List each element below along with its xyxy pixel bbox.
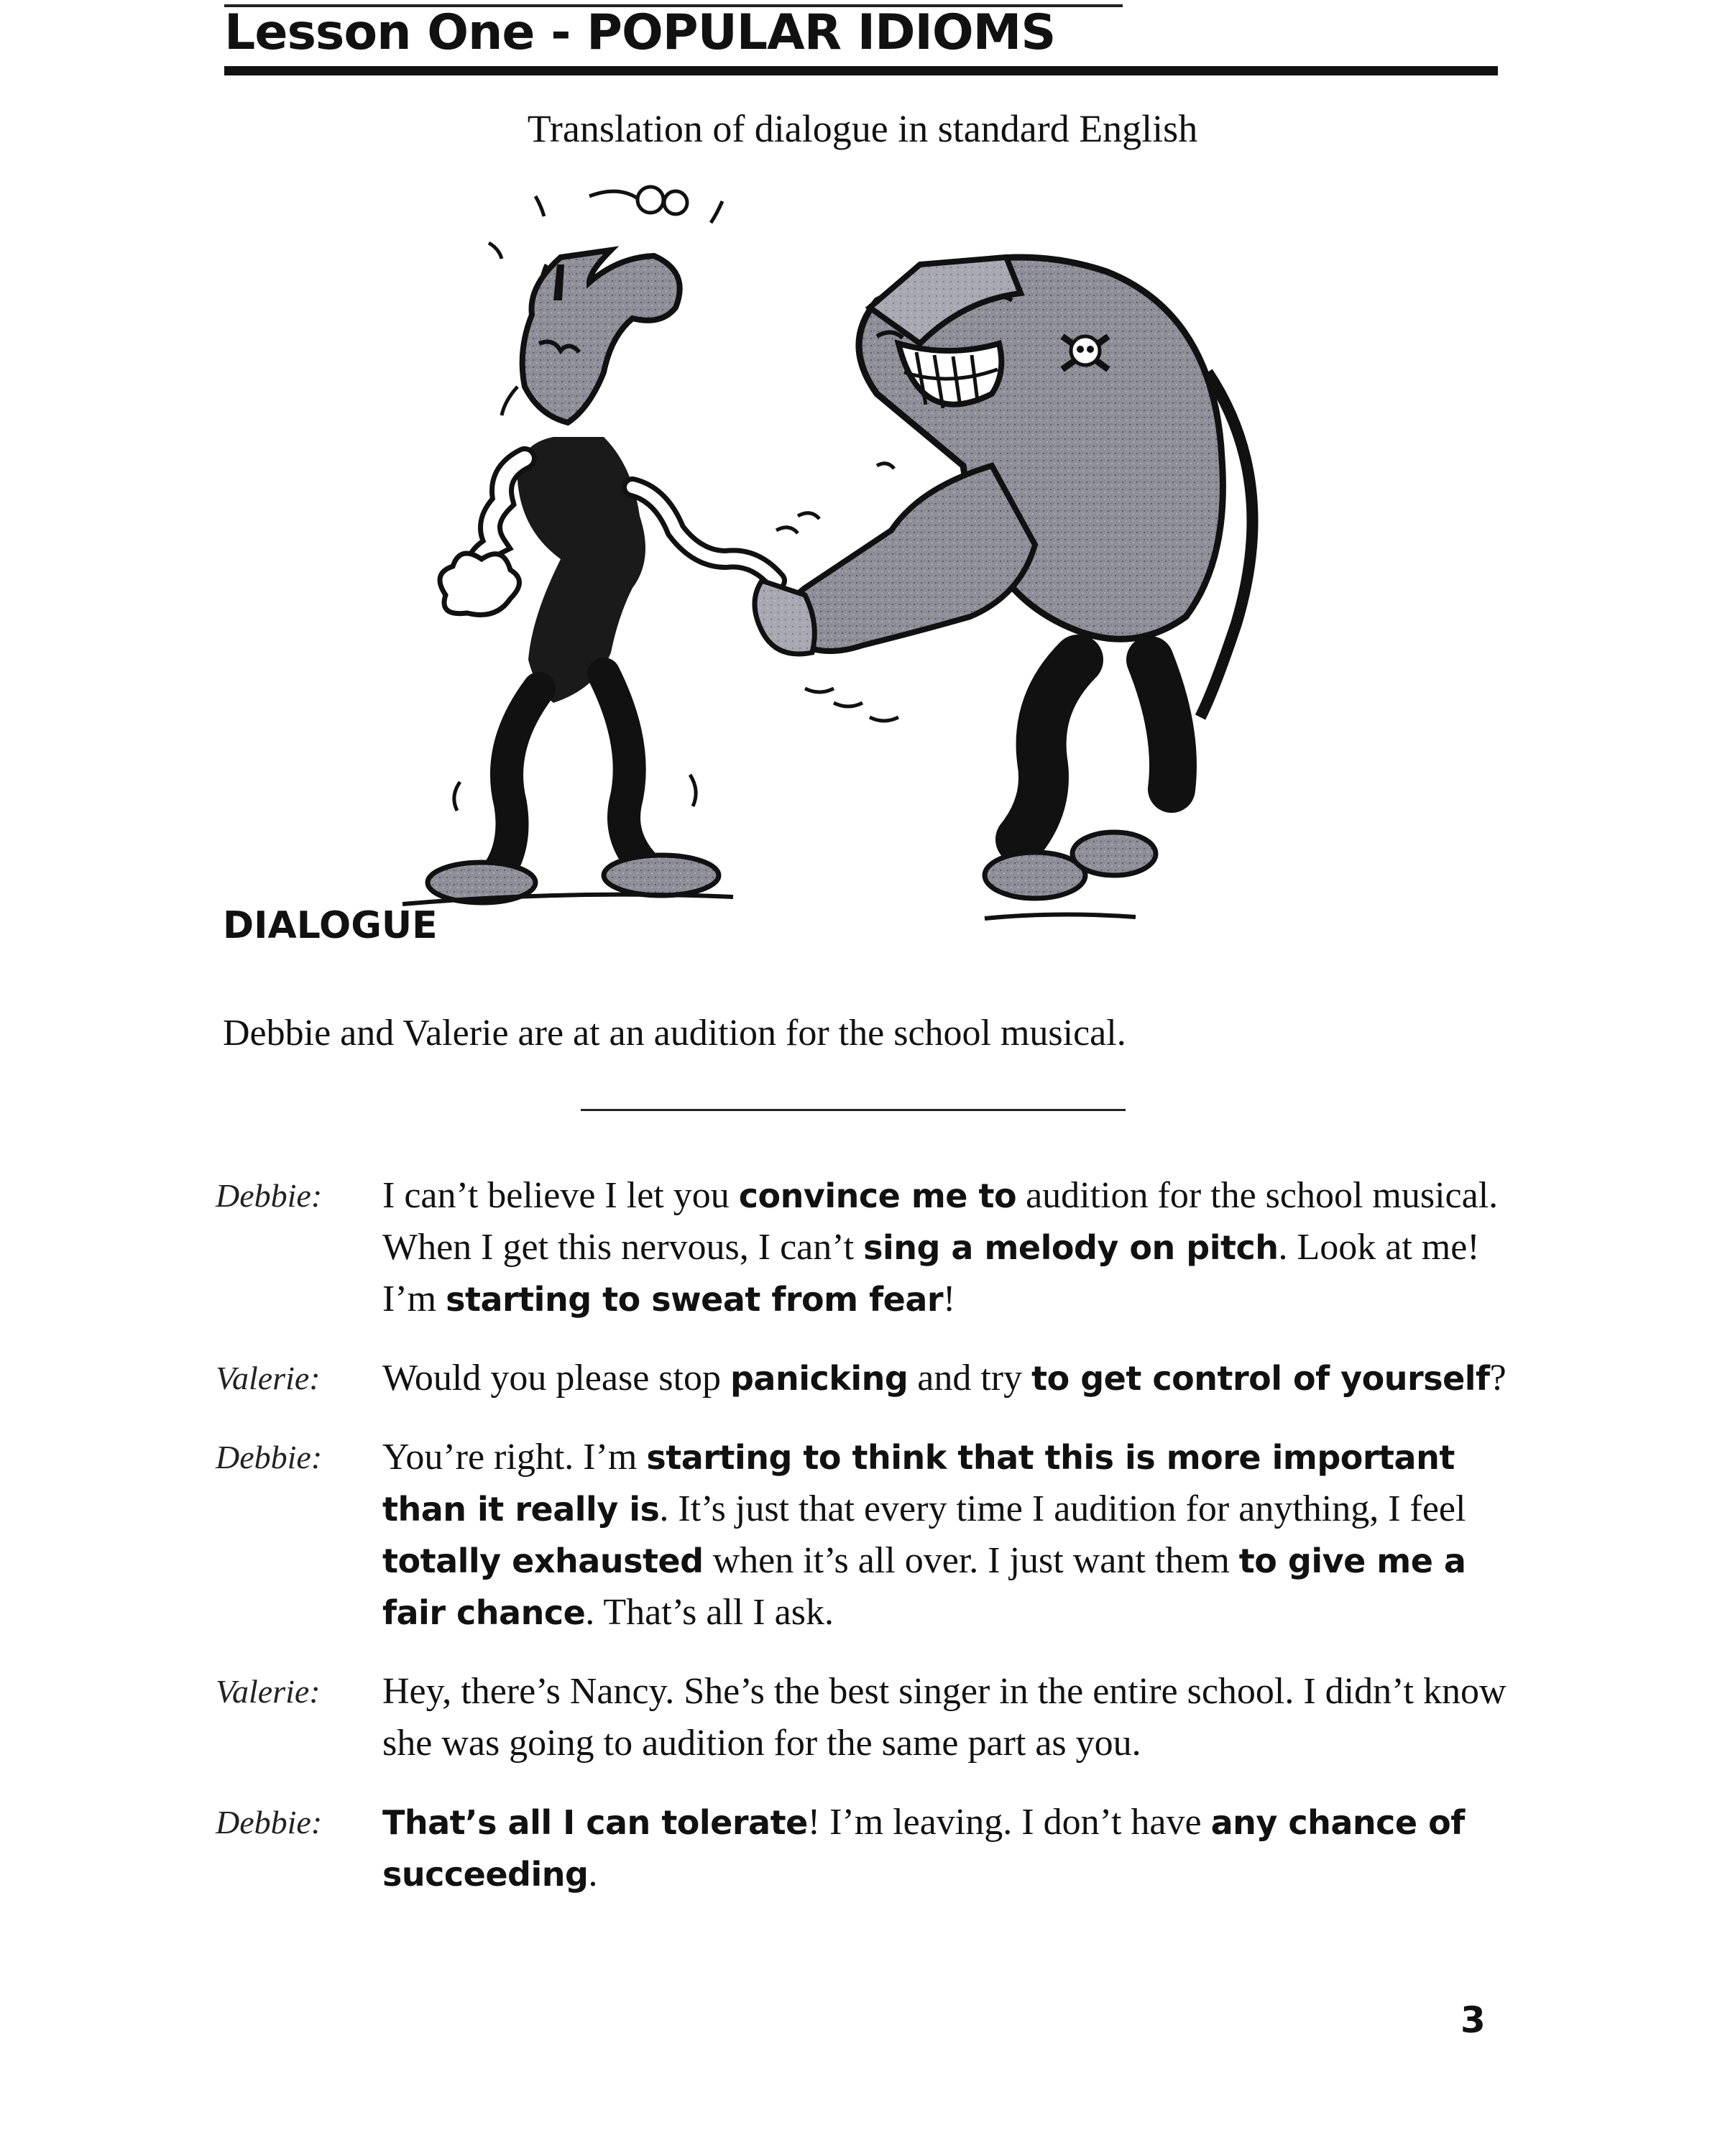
- lesson-title: Lesson One - POPULAR IDIOMS: [224, 4, 1056, 61]
- speech-text: [382, 1170, 1509, 1325]
- speaker-label: Debbie:: [216, 1804, 323, 1841]
- speech-fragment: when it’s all over. I just want them: [703, 1540, 1239, 1581]
- speech-text: [382, 1432, 1509, 1639]
- speech-fragment: ?: [1489, 1358, 1506, 1399]
- idiom-phrase: any chance of succeeding: [382, 1803, 1465, 1894]
- dialogue-turn: [216, 1170, 1509, 1325]
- speech-fragment: Would you please stop: [382, 1358, 730, 1399]
- speaker-label: Debbie:: [216, 1439, 323, 1475]
- nervous-man-figure: [402, 187, 776, 904]
- dialogue-turn: [216, 1432, 1509, 1639]
- speech-text: [382, 1797, 1509, 1900]
- speaker-label: Valerie:: [216, 1360, 321, 1396]
- speech-fragment: . It’s just that every time I audition for anything, I feel: [659, 1488, 1466, 1529]
- scene-description: Debbie and Valerie are at an audition for the school musical.: [223, 1013, 1126, 1054]
- section-divider: [581, 1109, 1126, 1111]
- speech-text: [382, 1353, 1509, 1404]
- dialogue-turn: [216, 1666, 1509, 1769]
- idiom-phrase: totally exhausted: [382, 1542, 704, 1580]
- grinning-bully-figure: [755, 257, 1253, 918]
- speech-fragment: audition for the school musical. When I get this nervous, I can’t: [382, 1175, 1499, 1268]
- speech-fragment: Hey, there’s Nancy. She’s the best singer in the entire school. I didn’t know she was going to audition for the same part as you.: [382, 1671, 1506, 1764]
- idiom-phrase: to give me a fair chance: [382, 1542, 1466, 1632]
- dialogue-turn: [216, 1353, 1509, 1404]
- page-number: 3: [1460, 1999, 1486, 2041]
- speaker-label: Valerie:: [216, 1673, 321, 1710]
- idiom-phrase: starting to think that this is more important than it really is: [382, 1438, 1455, 1529]
- header-rule: [224, 66, 1498, 75]
- speech-fragment: I can’t believe I let you: [382, 1175, 739, 1216]
- idiom-phrase: to get control of yourself: [1031, 1359, 1490, 1398]
- speech-fragment: You’re right. I’m: [382, 1437, 647, 1478]
- speaker-label: Debbie:: [216, 1177, 323, 1214]
- idiom-phrase: panicking: [730, 1359, 908, 1398]
- speech-fragment: !: [943, 1279, 956, 1319]
- dialogue-turn: [216, 1797, 1509, 1900]
- idiom-phrase: convince me to: [738, 1176, 1017, 1215]
- translation-caption: Translation of dialogue in standard English: [527, 107, 1198, 150]
- idiom-phrase: That’s all I can tolerate: [382, 1803, 808, 1842]
- speech-fragment: and try: [908, 1358, 1032, 1399]
- dialogue-list: [216, 1170, 1509, 1927]
- speech-fragment: ! I’m leaving. I don’t have: [807, 1802, 1211, 1843]
- dialogue-heading: DIALOGUE: [223, 904, 438, 947]
- cartoon-illustration: [374, 157, 1380, 941]
- speech-text: [382, 1666, 1509, 1769]
- speech-fragment: . That’s all I ask.: [585, 1592, 834, 1633]
- idiom-phrase: sing a melody on pitch: [863, 1228, 1279, 1267]
- speech-fragment: . Look at me! I’m: [382, 1227, 1480, 1319]
- idiom-phrase: starting to sweat from fear: [446, 1280, 944, 1319]
- speech-fragment: .: [588, 1853, 598, 1894]
